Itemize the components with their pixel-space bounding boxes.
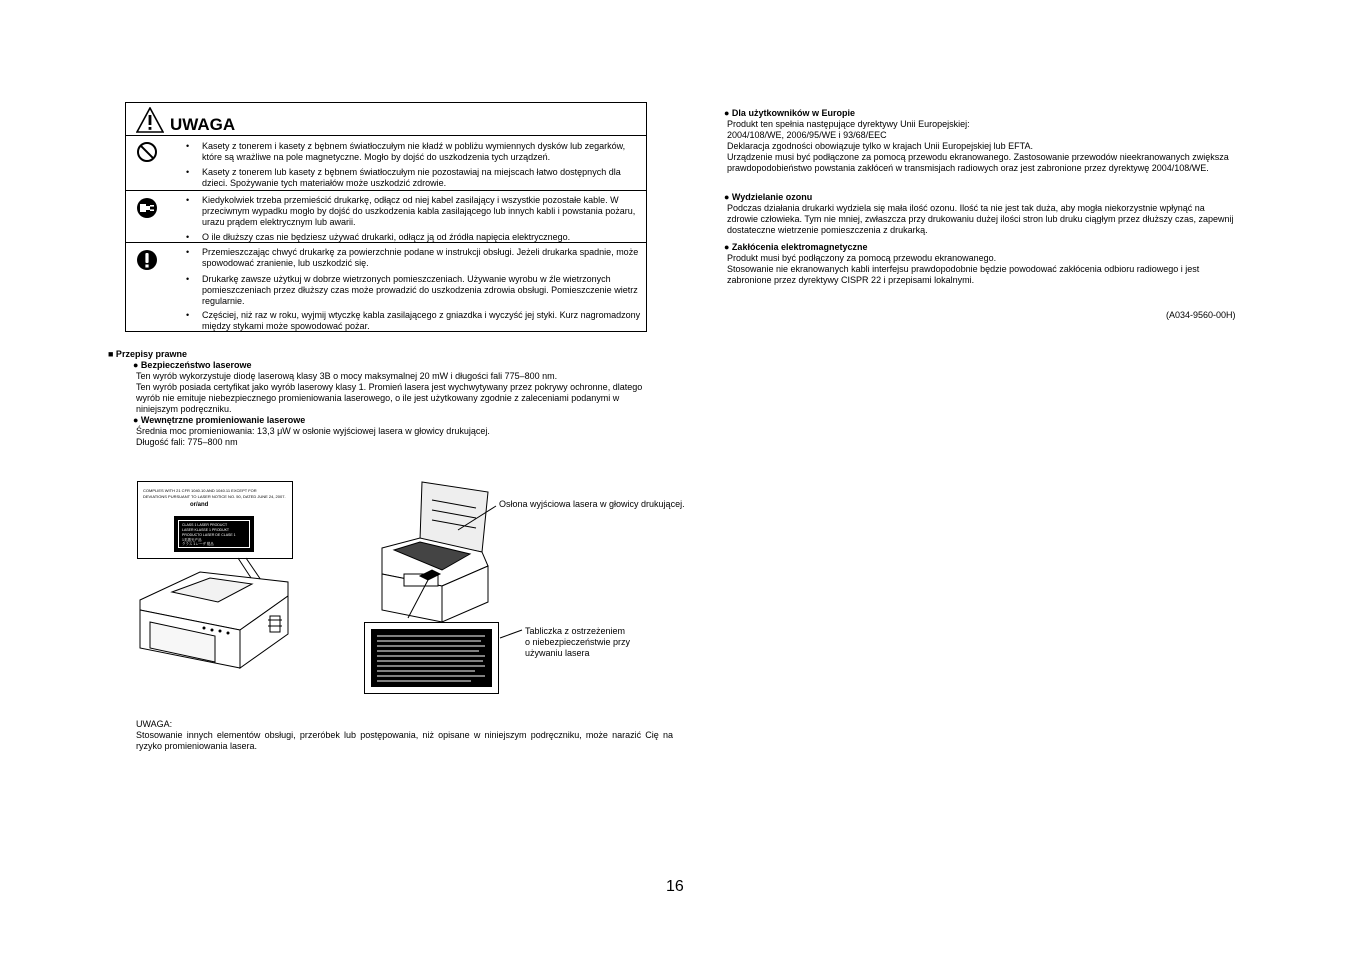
europe-line: 2004/108/WE, 2006/95/WE i 93/68/EEC — [727, 130, 887, 140]
warning-header — [126, 103, 646, 136]
ozone-text: Podczas działania drukarki wydziela się mała ilość ozonu. Ilość ta nie jest tak duża, aby mogła niekorzystnie wpłynąć na zdrowie człowieka. Tym nie mniej, zwłaszcza przy drukowaniu dużej ilości stron lub druku ciągłym przez dłuższy czas, zapewnij dostateczne wietrzenie pomieszczenia z drukarką. — [727, 203, 1234, 235]
europe-heading: ● Dla użytkowników w Europie — [724, 108, 855, 118]
printer-open-drawing — [382, 482, 488, 622]
warning-plate-text-lines — [375, 633, 488, 683]
bullet: • — [186, 310, 190, 320]
class1-line: クラス 1レーザ 製品 — [182, 542, 214, 546]
emi-heading: ● Zakłócenia elektromagnetyczne — [724, 242, 868, 252]
internal-radiation-p2: Długość fali: 775–800 nm — [136, 437, 238, 447]
warning-section-unplug — [126, 191, 646, 243]
laser-warning-plate-fill — [371, 629, 492, 687]
warning-item: Częściej, niż raz w roku, wyjmij wtyczkę kabla zasilającego z gniazdka i wyczyść jej styki. Kurz nagromadzony między stykami może spowodować pożar. — [202, 310, 641, 331]
warning-section-prohibition — [126, 135, 646, 191]
laser-warning-plate — [364, 622, 499, 694]
document-code: (A034-9560-00H) — [1166, 310, 1236, 320]
legal-heading: ■ Przepisy prawne — [108, 349, 187, 359]
europe-line: Produkt ten spełnia następujące dyrektywy Unii Europejskiej: — [727, 119, 970, 129]
bullet: • — [186, 274, 190, 284]
warning-section-exclamation — [126, 243, 646, 331]
warning-item: Kasety z tonerem lub kasety z bębnem światłoczułym nie pozostawiaj na miejscach łatwo dostępnych dla dzieci. Spożywanie tych materiałów może uszkodzić zdrowie. — [202, 167, 621, 188]
class1-line: LASER KLASSE 1 PRODUKT — [182, 528, 230, 532]
warning-item: Przemieszczając chwyć drukarkę za powierzchnie podane w instrukcji obsługi. Jeżeli drukarka spadnie, może spowodować zranienie, lub uszkodzić się. — [202, 247, 639, 268]
class1-line: PRODUCTO LASER DE CLASE 1 — [182, 533, 236, 537]
bullet: • — [186, 141, 190, 151]
emi-p2: Stosowanie nie ekranowanych kabli interfejsu prawdopodobnie będzie powodować zakłócenia odbioru radiowego i jest zabronione przez dyrektywy CISPR 22 i przepisami lokalnymi. — [727, 264, 1200, 285]
note-text: Stosowanie innych elementów obsługi, przeróbek lub postępowania, niż opisane w niniejszym podręczniku, może narazić Cię na ryzyko promieniowania lasera. — [136, 730, 673, 751]
bullet: • — [186, 195, 190, 205]
internal-radiation-heading: ● Wewnętrzne promieniowanie laserowe — [133, 415, 306, 425]
exclamation-icon — [136, 249, 158, 271]
note-title: UWAGA: — [136, 719, 173, 729]
cert-text-line2: DEVIATIONS PURSUANT TO LASER NOTICE NO. 50, DATED JUNE 24, 2007. — [143, 494, 286, 499]
printer-closed-drawing — [140, 572, 288, 668]
internal-radiation-p1: Średnia moc promieniowania: 13,3 μW w osłonie wyjściowej lasera w głowicy drukującej. — [136, 426, 490, 436]
warning-item: O ile dłuższy czas nie będziesz używać drukarki, odłącz ją od źródła napięcia elektrycznego. — [202, 232, 571, 242]
laser-safety-heading: ● Bezpieczeństwo laserowe — [133, 360, 252, 370]
cert-or-and: or/and — [190, 502, 209, 508]
warning-title: UWAGA — [170, 115, 236, 134]
warning-triangle-icon — [136, 107, 164, 133]
laser-safety-p1: Ten wyrób wykorzystuje diodę laserową klasy 3B o mocy maksymalnej 20 mW i długości fali 775–800 nm. — [136, 371, 558, 381]
class1-line: 1类激光产品 — [182, 538, 202, 542]
cert-text-line1: COMPLIES WITH 21 CFR 1040.10 AND 1040.11 EXCEPT FOR — [143, 488, 257, 493]
bullet: • — [186, 247, 190, 257]
callout-warning-label: Tabliczka z ostrzeżeniem o niebezpieczeństwie przy używaniu lasera — [525, 626, 631, 658]
bullet: • — [186, 232, 190, 242]
callout-laser-aperture: Osłona wyjściowa lasera w głowicy drukującej. — [499, 499, 685, 509]
laser-safety-p2: Ten wyrób posiada certyfikat jako wyrób laserowy klasy 1. Promień lasera jest wychwytywany przez pokrywy ochronne, dlatego wyrób nie emituje niebezpiecznego promieniowania laserowego, o ile jest użytkowany zgodnie z zaleceniami podanymi w niniejszym podręczniku. — [136, 382, 643, 414]
prohibition-icon — [136, 141, 158, 163]
europe-line: Urządzenie musi być podłączone za pomocą przewodu ekranowanego. Zastosowanie przewodów nieekranowanych zwiększa prawdopodobieństwo powstania zakłóceń w transmisjach radiowych oraz jest zabronione przez dyrektywę 2004/108/WE. — [727, 152, 1229, 173]
unplug-icon — [136, 197, 158, 219]
warning-item: Kasety z tonerem i kasety z bębnem światłoczułym nie kładź w pobliżu wymiennych dysków lub zegarków, które są wrażliwe na pole magnetyczne. Mogło by dojść do uszkodzenia tych urządzeń. — [202, 141, 626, 162]
class1-line: CLASS 1 LASER PRODUCT — [182, 523, 228, 527]
ozone-heading: ● Wydzielanie ozonu — [724, 192, 813, 202]
europe-line: Deklaracja zgodności obowiązuje tylko w krajach Unii Europejskiej lub EFTA. — [727, 141, 1033, 151]
warning-item: Kiedykolwiek trzeba przemieścić drukarkę, odłącz od niej kabel zasilający i wszystkie pozostałe kable. W przeciwnym wypadku mogło by dojść do uszkodzenia kabla zasilającego lub innych kabli i powstania pożaru, urazu prądem elektrycznym lub awarii. — [202, 195, 636, 227]
page-number: 16 — [666, 878, 684, 895]
emi-p1: Produkt musi być podłączony za pomocą przewodu ekranowanego. — [727, 253, 997, 263]
bullet: • — [186, 167, 190, 177]
warning-box — [125, 102, 647, 332]
warning-item: Drukarkę zawsze użytkuj w dobrze wietrzonych pomieszczeniach. Używanie wyrobu w źle wietrzonych pomieszczeniach przez dłuższy czas może prowadzić do uszkodzenia zdrowia obsługi. Pomieszczenie wietrz regularnie. — [202, 274, 638, 306]
